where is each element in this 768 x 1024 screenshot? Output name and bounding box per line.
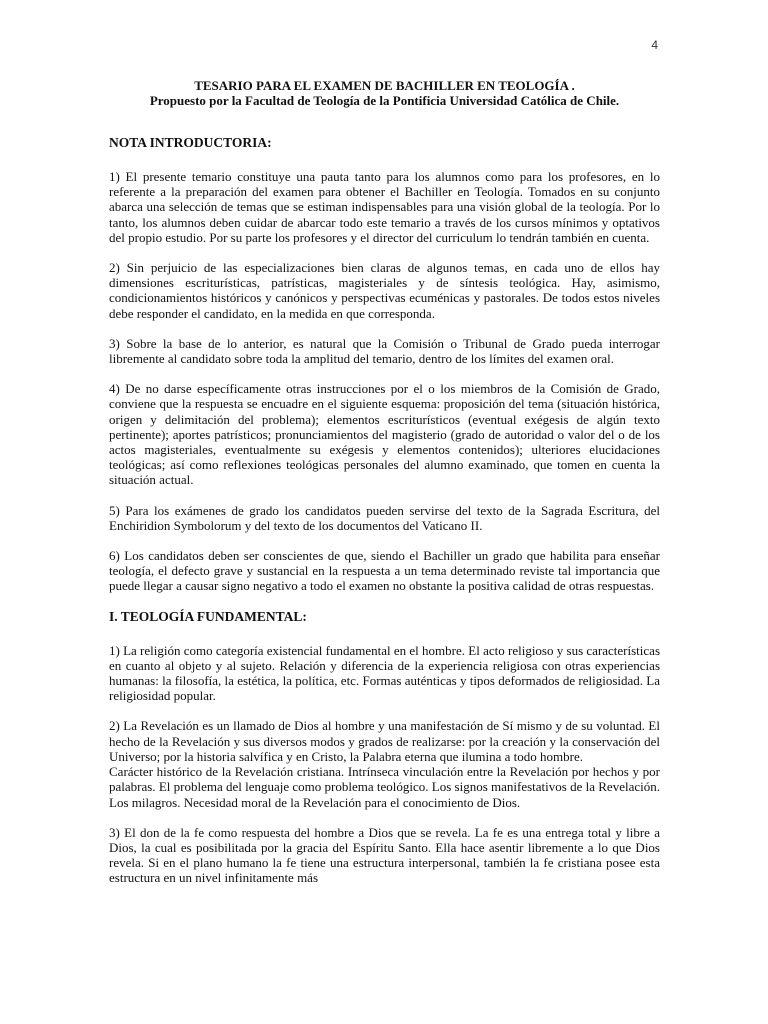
page-content bbox=[109, 78, 660, 886]
fundamental-paragraph-3: 3) El don de la fe como respuesta del hombre a Dios que se revela. La fe es una entrega total y libre a Dios, la cual es posibilitada por la gracia del Espíritu Santo. Ella hace asentir libremente a lo que Dios revela. Si en el plano humano la fe tiene una estructura interpersonal, también la fe cristiana posee esta estructura en un nivel infinitamente más bbox=[109, 824, 660, 886]
nota-paragraph-2: 2) Sin perjuicio de las especializaciones bien claras de algunos temas, en cada uno de ellos hay dimensiones escriturísticas, patrísticas, magisteriales y de síntesis teológica. Hay, asimismo, condicionamientos históricos y canónicos y perspectivas ecuménicas y pastorales. De todos estos niveles debe responder el candidato, en la medida en que corresponda. bbox=[109, 260, 660, 321]
title-line-1: TESARIO PARA EL EXAMEN DE BACHILLER EN TEOLOGÍA . bbox=[194, 78, 575, 93]
nota-paragraph-1: 1) El presente temario constituye una pauta tanto para los alumnos como para los profesores, en lo referente a la preparación del examen para obtener el Bachiller en Teología. Tomados en su conjunto abarca una selección de temas que se estiman indispensables para una visión global de la teología. Por lo tanto, los alumnos deben cuidar de abarcar todo este temario a través de los cursos mínimos y optativos del propio estudio. Por su parte los profesores y el director del curriculum lo tendrán también en cuenta. bbox=[109, 169, 660, 245]
nota-paragraph-5: 5) Para los exámenes de grado los candidatos pueden servirse del texto de la Sagrada Escritura, del Enchiridion Symbolorum y del texto de los documentos del Vaticano II. bbox=[109, 502, 660, 533]
fundamental-paragraph-2b: Carácter histórico de la Revelación cristiana. Intrínseca vinculación entre la Revelación por hechos y por palabras. El problema del lenguaje como problema teológico. Los signos manifestativos de la Revelación. Los milagros. Necesidad moral de la Revelación para el conocimiento de Dios. bbox=[109, 764, 660, 810]
page-number: 4 bbox=[651, 38, 658, 52]
nota-paragraph-4: 4) De no darse específicamente otras instrucciones por el o los miembros de la Comisión de Grado, conviene que la respuesta se encuadre en el siguiente esquema: proposición del tema (situación histórica, origen y delimitación del problema); elementos escriturísticos (eventual exégesis de algún texto pertinente); aportes patrísticos; pronunciamientos del magisterio (grado de autoridad o valor del o de los actos magisteriales, eventualmente su exégesis y elementos contenidos); ulteriores elucidaciones teológicas; así como reflexiones teológicas personales del alumno examinado, que tomen en cuenta la situación actual. bbox=[109, 381, 660, 488]
title-line-2: Propuesto por la Facultad de Teología de la Pontificia Universidad Católica de Chile. bbox=[149, 93, 620, 108]
teologia-fundamental-heading: I. TEOLOGÍA FUNDAMENTAL: bbox=[109, 608, 307, 624]
nota-paragraph-3: 3) Sobre la base de lo anterior, es natural que la Comisión o Tribunal de Grado pueda interrogar libremente al candidato sobre toda la amplitud del temario, dentro de los límites del examen oral. bbox=[109, 335, 660, 367]
fundamental-paragraph-2a: 2) La Revelación es un llamado de Dios al hombre y una manifestación de Sí mismo y de su voluntad. El hecho de la Revelación y sus diversos modos y grados de realizarse: por la creación y la conservación del Universo; por la historia salvífica y en Cristo, la Palabra eterna que ilumina a todo hombre. bbox=[109, 718, 660, 764]
document-title bbox=[109, 78, 660, 108]
fundamental-paragraph-1: 1) La religión como categoría existencial fundamental en el hombre. El acto religioso y sus características en cuanto al objeto y al sujeto. Relación y diferencia de la experiencia religiosa con otras experiencias humanas: la filosofía, la estética, la política, etc. Formas auténticas y tipos deformados de religiosidad. La religiosidad popular. bbox=[109, 642, 660, 704]
nota-paragraph-6: 6) Los candidatos deben ser conscientes de que, siendo el Bachiller un grado que habilita para enseñar teología, el defecto grave y sustancial en la respuesta a un tema determinado reviste tal importancia que puede llegar a causar signo negativo a todo el examen no obstante la positiva calidad de otras respuestas. bbox=[109, 548, 660, 594]
nota-introductoria-heading: NOTA INTRODUCTORIA: bbox=[109, 135, 272, 150]
